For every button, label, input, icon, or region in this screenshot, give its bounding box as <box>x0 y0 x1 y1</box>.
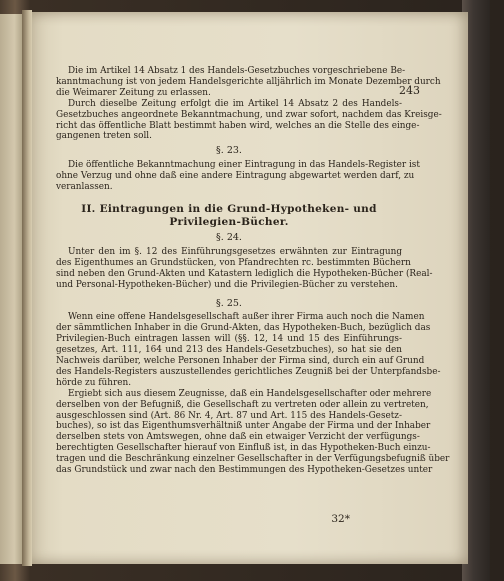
text-line: die Weimarer Zeitung zu erlassen. <box>56 87 211 98</box>
text-line: das Grundstück und zwar nach den Bestimmungen des Hypotheken-Gesetzes unter <box>56 465 433 476</box>
text-line: gangenen treten soll. <box>56 131 152 142</box>
paragraph-2 <box>56 98 442 143</box>
text-line: kanntmachung ist von jedem Handelsgerichte alljährlich im Monate Dezember durch <box>56 76 441 87</box>
chapter-heading: II. Eintragungen in die Grund-Hypotheken- und <box>81 202 377 215</box>
text-line: der sämmtlichen Inhaber in die Grund-Akten, das Hypotheken-Buch, bezüglich das <box>56 323 431 334</box>
text-line: ausgeschlossen sind (Art. 86 Nr. 4, Art. 87 und Art. 115 des Handels-Gesetz- <box>56 410 402 421</box>
text-line: Privilegien-Buch eintragen lassen will (§§. 12, 14 und 15 des Einführungs- <box>56 334 402 345</box>
text-line: Nachweis darüber, welche Personen Inhaber der Firma sind, durch ein auf Grund <box>56 356 425 367</box>
text-line: berechtigten Gesellschafter hierauf von Einfluß ist, in das Hypotheken-Buch einzu- <box>56 443 431 454</box>
text-line: richt das öffentliche Blatt bestimmt haben wird, welches an die Stelle des einge- <box>56 120 420 131</box>
page-number: 243 <box>399 84 420 97</box>
text-line: Unter den im §. 12 des Einführungsgesetzes erwähnten zur Eintragung <box>68 246 402 257</box>
text-line: Gesetzbuches angeordnete Bekanntmachung, und zwar sofort, nachdem das Kreisge- <box>56 109 442 120</box>
signature-mark: 32* <box>331 513 350 525</box>
text-line: sind neben den Grund-Akten und Katastern lediglich die Hypotheken-Bücher (Real- <box>56 268 433 279</box>
text-line: gesetzes, Art. 111, 164 und 213 des Handels-Gesetzbuches), so hat sie den <box>56 345 402 356</box>
chapter-heading-continued: Privilegien-Bücher. <box>169 215 289 228</box>
text-line: derselben von der Befugniß, die Gesellschaft zu vertreten oder allein zu vertreten, <box>56 399 429 410</box>
text-line: buches), so ist das Eigenthumsverhältniß unter Angabe der Firma und der Inhaber <box>56 421 431 432</box>
text-line: ohne Verzug und ohne daß eine andere Eintragung abgewartet werden darf, zu <box>56 171 415 182</box>
text-line: derselben stets von Amtswegen, ohne daß ein etwaiger Verzicht der verfügungs- <box>56 432 420 443</box>
section-24-title: §. 24. <box>216 231 242 243</box>
text-line: Wenn eine offene Handelsgesellschaft außer ihrer Firma auch noch die Namen <box>68 312 425 323</box>
text-line: Die im Artikel 14 Absatz 1 des Handels-Gesetzbuches vorgeschriebene Be- <box>68 66 406 76</box>
paragraph-4 <box>56 246 433 291</box>
text-line: des Eigenthumes an Grundstücken, von Pfandrechten rc. bestimmten Büchern <box>56 257 411 268</box>
paragraph-5 <box>56 312 441 388</box>
text-line: Durch dieselbe Zeitung erfolgt die im Artikel 14 Absatz 2 des Handels- <box>68 98 402 109</box>
text-line: Ergiebt sich aus diesem Zeugnisse, daß ein Handelsgesellschafter oder mehrere <box>68 388 432 399</box>
text-line: veranlassen. <box>56 182 113 193</box>
text-line: hörde zu führen. <box>56 377 132 388</box>
paragraph-6 <box>56 388 450 476</box>
paragraph-3 <box>56 160 420 193</box>
text-line: des Handels-Registers auszustellendes gerichtliches Zeugniß bei der Unterpfandsbe- <box>56 366 441 377</box>
page-gutter <box>22 10 32 566</box>
left-page-edge <box>0 14 24 564</box>
text-line: Die öffentliche Bekanntmachung einer Eintragung in das Handels-Register ist <box>68 160 420 171</box>
text-line: tragen und die Beschränkung einzelner Gesellschafter in der Verfügungsbefugniß über <box>56 454 450 465</box>
section-25-title: §. 25. <box>216 297 242 309</box>
text-line: und Personal-Hypotheken-Bücher) und die Privilegien-Bücher zu verstehen. <box>56 279 398 290</box>
section-23-title: §. 23. <box>216 145 242 157</box>
